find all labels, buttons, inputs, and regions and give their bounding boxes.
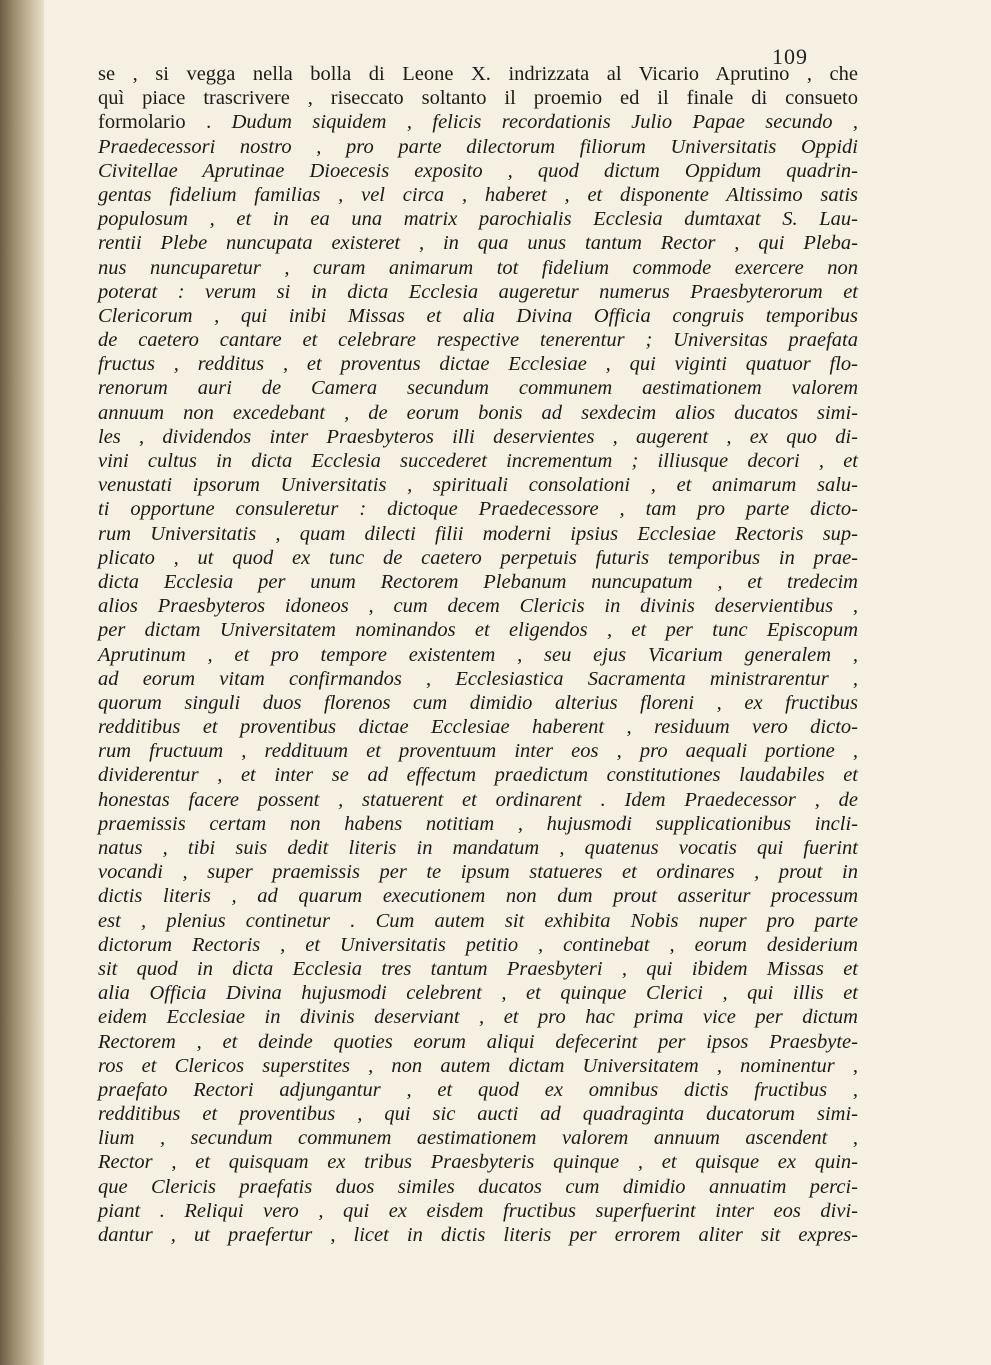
text-line bbox=[98, 207, 858, 231]
text-line bbox=[98, 231, 858, 255]
text-line bbox=[98, 352, 858, 376]
text-line bbox=[98, 1078, 858, 1102]
text-segment: lium , secundum communem aestimationem valorem annuum ascendent , bbox=[98, 1127, 858, 1150]
text-segment: formolario . bbox=[98, 111, 232, 134]
page-number: 109 bbox=[772, 44, 808, 69]
text-segment: Dudum siquidem , felicis recordationis Julio Papae secundo , bbox=[231, 111, 858, 134]
text-line bbox=[98, 763, 858, 787]
text-line bbox=[98, 1005, 858, 1029]
text-line bbox=[98, 618, 858, 642]
text-segment: populosum , et in ea una matrix parochialis Ecclesia dumtaxat S. Lau- bbox=[98, 208, 858, 231]
text-line bbox=[98, 328, 858, 352]
text-line bbox=[98, 425, 858, 449]
text-line bbox=[98, 667, 858, 691]
text-segment: ad eorum vitam confirmandos , Ecclesiastica Sacramenta ministrarentur , bbox=[98, 667, 858, 690]
text-segment: venustati ipsorum Universitatis , spirituali consolationi , et animarum salu- bbox=[98, 474, 858, 497]
text-line bbox=[98, 860, 858, 884]
text-segment: Aprutinum , et pro tempore existentem , seu ejus Vicarium generalem , bbox=[98, 643, 858, 666]
text-line bbox=[98, 981, 858, 1005]
text-line bbox=[98, 497, 858, 521]
text-line bbox=[98, 449, 858, 473]
text-segment: praemissis certam non habens notitiam , hujusmodi supplicationibus incli- bbox=[98, 812, 858, 835]
text-line bbox=[98, 1102, 858, 1126]
text-line bbox=[98, 909, 858, 933]
text-line bbox=[98, 739, 858, 763]
text-segment: dictis literis , ad quarum executionem non dum prout asseritur processum bbox=[98, 885, 858, 908]
text-line bbox=[98, 836, 858, 860]
text-segment: Rectorem , et deinde quoties eorum aliqui defecerint per ipsos Praesbyte- bbox=[98, 1030, 858, 1053]
text-line bbox=[98, 401, 858, 425]
text-segment: ros et Clericos superstites , non autem dictam Universitatem , nominentur , bbox=[98, 1054, 858, 1077]
text-line bbox=[98, 1199, 858, 1223]
text-segment: vocandi , super praemissis per te ipsum statueres et ordinares , prout in bbox=[98, 861, 858, 884]
text-segment: redditibus et proventibus dictae Ecclesiae haberent , residuum vero dicto- bbox=[98, 716, 858, 739]
text-segment: quì piace trascrivere , riseccato soltanto il proemio ed il finale di consueto bbox=[98, 87, 858, 110]
text-line bbox=[98, 812, 858, 836]
text-segment: alios Praesbyteros idoneos , cum decem Clericis in divinis deservientibus , bbox=[98, 595, 858, 618]
text-segment: per dictam Universitatem nominandos et eligendos , et per tunc Episcopum bbox=[98, 619, 858, 642]
text-segment: alia Officia Divina hujusmodi celebrent , et quinque Clerici , qui illis et bbox=[98, 982, 858, 1005]
text-segment: dictorum Rectoris , et Universitatis petitio , continebat , eorum desiderium bbox=[98, 933, 858, 956]
text-segment: praefato Rectori adjungantur , et quod ex omnibus dictis fructibus , bbox=[98, 1078, 858, 1101]
text-line bbox=[98, 1054, 858, 1078]
text-segment: les , dividendos inter Praesbyteros illi deservientes , augerent , ex quo di- bbox=[98, 425, 858, 448]
text-segment: vini cultus in dicta Ecclesia succederet incrementum ; illiusque decori , et bbox=[98, 450, 858, 472]
text-line bbox=[98, 522, 858, 546]
text-line bbox=[98, 280, 858, 304]
text-line bbox=[98, 643, 858, 667]
text-line bbox=[98, 788, 858, 812]
text-line bbox=[98, 159, 858, 183]
text-segment: dividerentur , et inter se ad effectum praedictum constitutiones laudabiles et bbox=[98, 764, 858, 787]
text-segment: gentas fidelium familias , vel circa , haberet , et disponente Altissimo satis bbox=[98, 183, 858, 206]
text-segment: honestas facere possent , statuerent et ordinarent . Idem Praedecessor , de bbox=[98, 788, 858, 811]
text-line bbox=[98, 691, 858, 715]
text-segment: dicta Ecclesia per unum Rectorem Plebanum nuncupatum , et tredecim bbox=[98, 570, 858, 593]
text-line bbox=[98, 594, 858, 618]
text-segment: eidem Ecclesiae in divinis deserviant , et pro hac prima vice per dictum bbox=[98, 1006, 858, 1029]
text-line bbox=[98, 1030, 858, 1054]
text-line bbox=[98, 546, 858, 570]
text-segment: redditibus et proventibus , qui sic aucti ad quadraginta ducatorum simi- bbox=[98, 1103, 858, 1126]
text-line bbox=[98, 957, 858, 981]
text-line bbox=[98, 110, 858, 134]
text-segment: se , si vegga nella bolla di Leone X. indrizzata al Vicario Aprutino , che bbox=[98, 63, 858, 85]
text-line bbox=[98, 62, 858, 86]
text-segment: Praedecessori nostro , pro parte dilectorum filiorum Universitatis Oppidi bbox=[98, 135, 858, 158]
text-line bbox=[98, 1150, 858, 1174]
text-line bbox=[98, 86, 858, 110]
text-segment: fructus , redditus , et proventus dictae Ecclesiae , qui viginti quatuor flo- bbox=[98, 353, 858, 376]
text-segment: Clericorum , qui inibi Missas et alia Divina Officia congruis temporibus bbox=[98, 304, 858, 327]
text-segment: dantur , ut praefertur , licet in dictis literis per errorem aliter sit expres- bbox=[98, 1224, 858, 1246]
text-line bbox=[98, 715, 858, 739]
text-segment: rum fructuum , reddituum et proventuum inter eos , pro aequali portione , bbox=[98, 740, 858, 763]
text-line bbox=[98, 933, 858, 957]
text-line bbox=[98, 570, 858, 594]
text-segment: ti opportune consuleretur : dictoque Praedecessore , tam pro parte dicto- bbox=[98, 498, 858, 521]
text-segment: natus , tibi suis dedit literis in mandatum , quatenus vocatis qui fuerint bbox=[98, 837, 858, 859]
text-line bbox=[98, 135, 858, 159]
text-line bbox=[98, 304, 858, 328]
text-segment: piant . Reliqui vero , qui ex eisdem fructibus superfuerint inter eos divi- bbox=[98, 1199, 858, 1222]
text-line bbox=[98, 1126, 858, 1150]
text-line bbox=[98, 1175, 858, 1199]
text-segment: sit quod in dicta Ecclesia tres tantum Praesbyteri , qui ibidem Missas et bbox=[98, 957, 858, 980]
text-segment: renorum auri de Camera secundum communem aestimationem valorem bbox=[98, 377, 858, 400]
text-segment: plicato , ut quod ex tunc de caetero perpetuis futuris temporibus in prae- bbox=[98, 546, 858, 569]
text-line bbox=[98, 183, 858, 207]
text-segment: est , plenius continetur . Cum autem sit exhibita Nobis nuper pro parte bbox=[98, 909, 858, 932]
text-line bbox=[98, 256, 858, 280]
book-gutter-shadow bbox=[0, 0, 44, 1365]
text-segment: que Clericis praefatis duos similes ducatos cum dimidio annuatim perci- bbox=[98, 1175, 858, 1198]
text-segment: annuum non excedebant , de eorum bonis ad sexdecim alios ducatos simi- bbox=[98, 401, 858, 424]
text-segment: Rector , et quisquam ex tribus Praesbyteris quinque , et quisque ex quin- bbox=[98, 1151, 858, 1174]
text-segment: rentii Plebe nuncupata existeret , in qua unus tantum Rector , qui Pleba- bbox=[98, 232, 858, 255]
text-segment: poterat : verum si in dicta Ecclesia augeretur numerus Praesbyterorum et bbox=[98, 280, 858, 303]
text-segment: quorum singuli duos florenos cum dimidio alterius floreni , ex fructibus bbox=[98, 691, 858, 714]
text-segment: nus nuncuparetur , curam animarum tot fidelium commode exercere non bbox=[98, 256, 858, 279]
body-text bbox=[98, 62, 858, 1247]
text-segment: Civitellae Aprutinae Dioecesis exposito , quod dictum Oppidum quadrin- bbox=[98, 159, 858, 182]
text-segment: rum Universitatis , quam dilecti filii moderni ipsius Ecclesiae Rectoris sup- bbox=[98, 522, 858, 545]
text-line bbox=[98, 376, 858, 400]
text-line bbox=[98, 884, 858, 908]
text-line bbox=[98, 473, 858, 497]
text-line bbox=[98, 1223, 858, 1247]
text-segment: de caetero cantare et celebrare respective tenerentur ; Universitas praefata bbox=[98, 329, 858, 352]
